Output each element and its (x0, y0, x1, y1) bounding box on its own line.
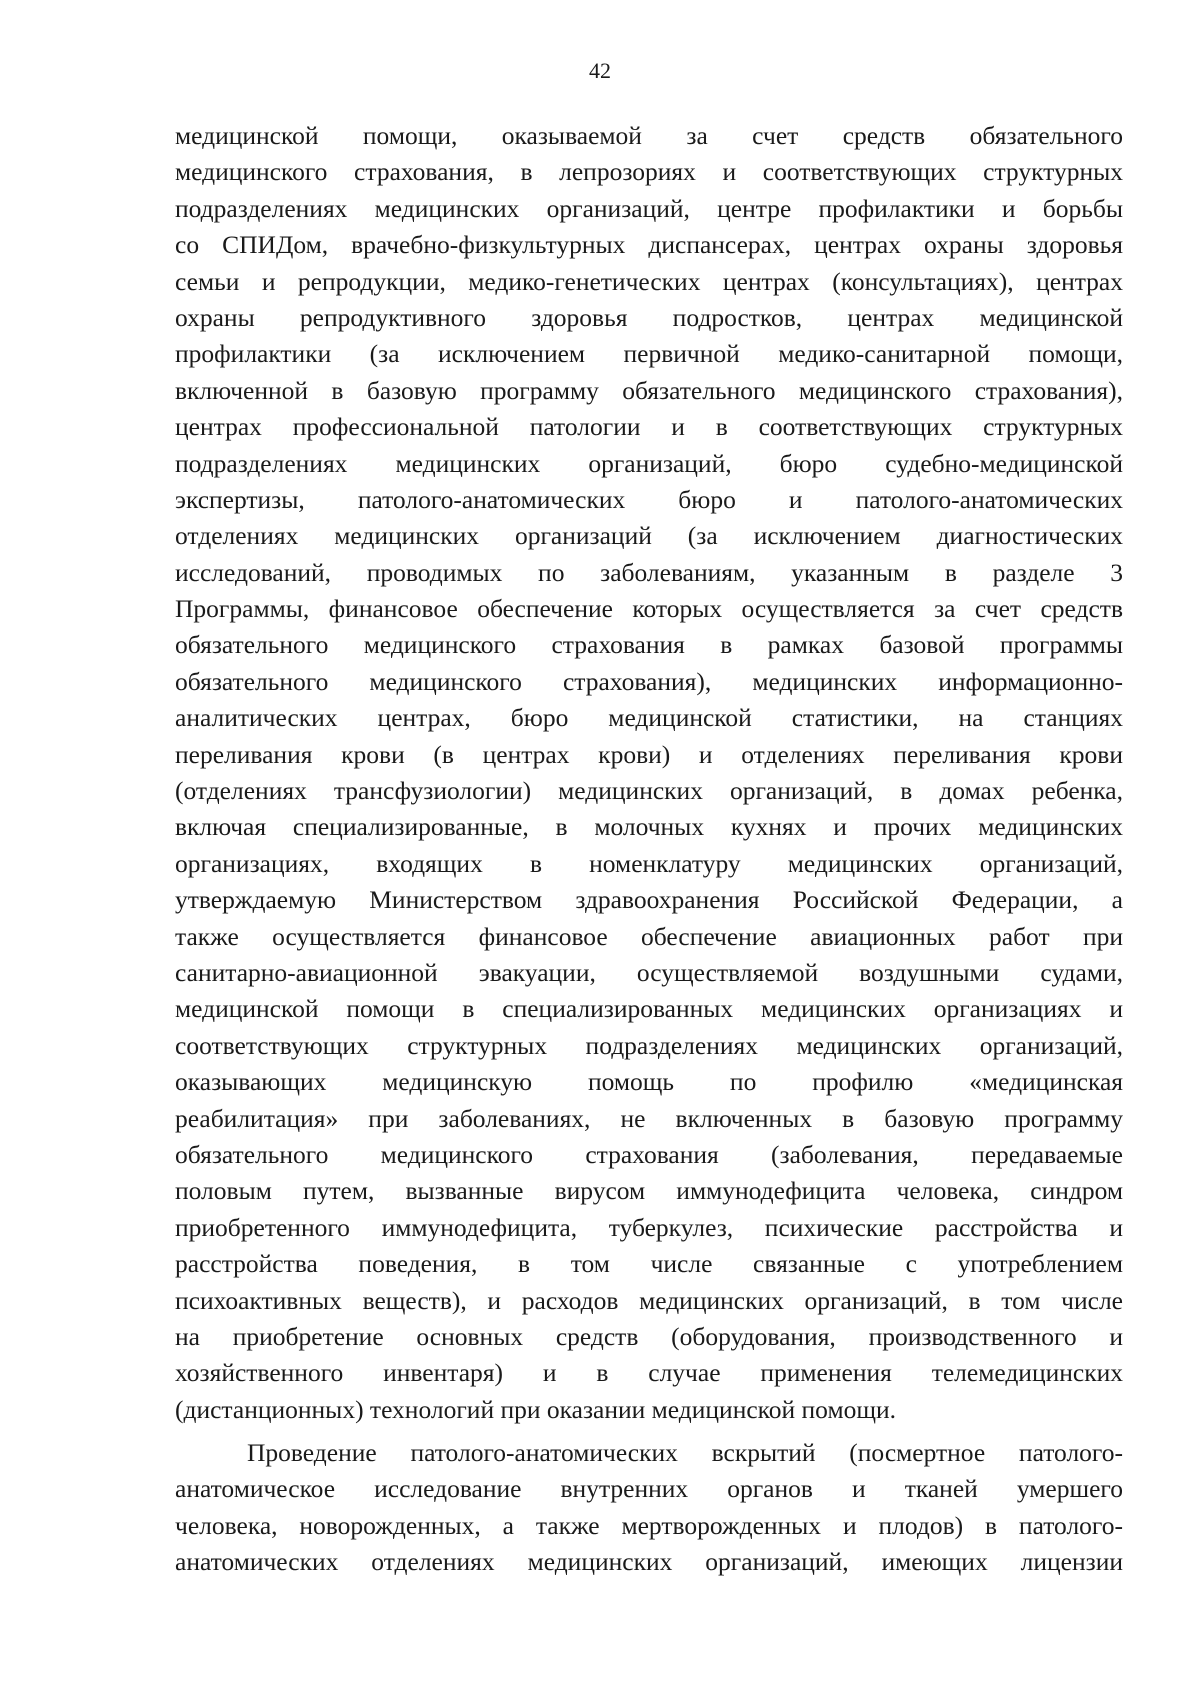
paragraph-2 (175, 1435, 1123, 1581)
text-line: оказывающих медицинскую помощь по профилю «медицинская (175, 1067, 1123, 1097)
text-line: охраны репродуктивного здоровья подростков, центрах медицинской (175, 302, 1123, 332)
text-line: расстройства поведения, в том числе связанные с употреблением (175, 1249, 1123, 1279)
text-line: отделениях медицинских организаций (за исключением диагностических (175, 521, 1123, 551)
text-line: утверждаемую Министерством здравоохранения Российской Федерации, а (175, 885, 1123, 915)
text-line: центрах профессиональной патологии и в соответствующих структурных (175, 412, 1123, 442)
text-line: санитарно-авиационной эвакуации, осуществляемой воздушными судами, (175, 957, 1123, 987)
text-line: анатомическое исследование внутренних органов и тканей умершего (175, 1474, 1123, 1504)
text-line: реабилитация» при заболеваниях, не включенных в базовую программу (175, 1103, 1123, 1133)
text-line: обязательного медицинского страхования (заболевания, передаваемые (175, 1139, 1123, 1169)
text-line: Программы, финансовое обеспечение которых осуществляется за счет средств (175, 594, 1123, 624)
page-body (175, 118, 1123, 1581)
text-line: экспертизы, патолого-анатомических бюро и патолого-анатомических (175, 484, 1123, 514)
text-line: аналитических центрах, бюро медицинской статистики, на станциях (175, 703, 1123, 733)
text-line: хозяйственного инвентаря) и в случае применения телемедицинских (175, 1358, 1123, 1388)
text-line: приобретенного иммунодефицита, туберкулез, психические расстройства и (175, 1212, 1123, 1242)
text-line: (отделениях трансфузиологии) медицинских организаций, в домах ребенка, (175, 776, 1123, 806)
text-line: профилактики (за исключением первичной медико-санитарной помощи, (175, 339, 1123, 369)
paragraph-1 (175, 118, 1123, 1428)
text-line: обязательного медицинского страхования в рамках базовой программы (175, 630, 1123, 660)
text-line: семьи и репродукции, медико-генетических центрах (консультациях), центрах (175, 266, 1123, 296)
text-line: медицинской помощи, оказываемой за счет средств обязательного (175, 121, 1123, 150)
text-line: организациях, входящих в номенклатуру медицинских организаций, (175, 848, 1123, 878)
text-line: со СПИДом, врачебно-физкультурных диспансерах, центрах охраны здоровья (175, 230, 1123, 260)
text-line: исследований, проводимых по заболеваниям, указанным в разделе 3 (175, 557, 1123, 587)
text-line: соответствующих структурных подразделениях медицинских организаций, (175, 1030, 1123, 1060)
text-line: человека, новорожденных, а также мертворожденных и плодов) в патолого- (175, 1510, 1123, 1540)
text-line: переливания крови (в центрах крови) и отделениях переливания крови (175, 739, 1123, 769)
paragraph-gap (175, 1428, 1123, 1435)
text-line: половым путем, вызванные вирусом иммунодефицита человека, синдром (175, 1176, 1123, 1206)
text-line: также осуществляется финансовое обеспечение авиационных работ при (175, 921, 1123, 951)
text-line: обязательного медицинского страхования), медицинских информационно- (175, 666, 1123, 696)
text-line: включая специализированные, в молочных кухнях и прочих медицинских (175, 812, 1123, 842)
text-line: (дистанционных) технологий при оказании медицинской помощи. (175, 1394, 896, 1424)
text-line: анатомических отделениях медицинских организаций, имеющих лицензии (175, 1547, 1123, 1577)
text-line: психоактивных веществ), и расходов медицинских организаций, в том числе (175, 1285, 1123, 1315)
text-line: медицинской помощи в специализированных медицинских организациях и (175, 994, 1123, 1024)
text-line: включенной в базовую программу обязательного медицинского страхования), (175, 375, 1123, 405)
text-line: Проведение патолого-анатомических вскрытий (посмертное патолого- (247, 1438, 1123, 1468)
text-line: подразделениях медицинских организаций, центре профилактики и борьбы (175, 193, 1123, 223)
text-line: медицинского страхования, в лепрозориях и соответствующих структурных (175, 157, 1123, 187)
page-number: 42 (589, 58, 611, 83)
text-line: подразделениях медицинских организаций, бюро судебно-медицинской (175, 448, 1123, 478)
text-line: на приобретение основных средств (оборудования, производственного и (175, 1321, 1123, 1351)
